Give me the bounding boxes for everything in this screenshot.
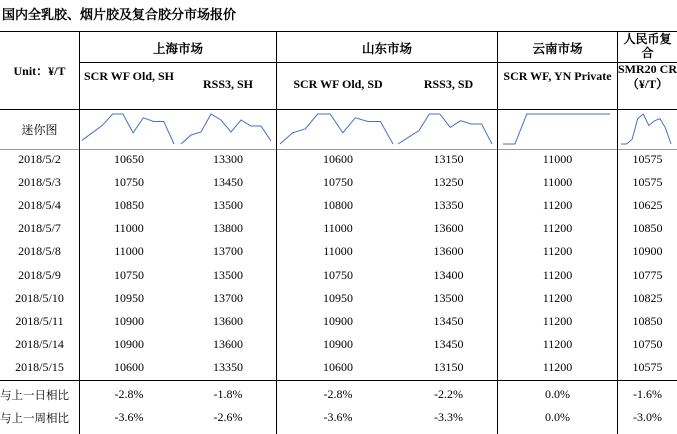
price-cell: 13250: [433, 175, 464, 190]
price-cell: 11200: [542, 244, 573, 259]
price-cell: 11000: [323, 244, 353, 259]
page-title: 国内全乳胶、烟片胶及复合胶分市场报价: [2, 8, 237, 23]
price-cell: 10650: [114, 152, 144, 166]
price-cell: 13500: [213, 198, 243, 213]
change-row-label: 与上一周相比: [0, 411, 69, 425]
price-cell: 13600: [433, 244, 464, 259]
price-cell: 11000: [114, 221, 144, 236]
price-cell: 10575: [632, 359, 663, 374]
price-cell: 10600: [323, 152, 353, 166]
price-cell: 11000: [542, 152, 573, 166]
row-date: 2018/5/3: [18, 175, 61, 190]
price-cell: 10575: [632, 175, 663, 190]
price-cell: 11200: [542, 221, 573, 236]
price-cell: 10750: [114, 175, 144, 190]
price-cell: 11200: [542, 336, 573, 351]
price-cell: 10750: [632, 336, 663, 351]
change-row-label: 与上一日相比: [0, 388, 69, 402]
price-cell: 13600: [213, 313, 243, 328]
price-table: [0, 31, 677, 434]
sparkline-row-label: 迷你图: [21, 123, 58, 137]
price-cell: 13150: [433, 359, 464, 374]
sparkline-rss3-sh: [181, 111, 273, 147]
price-cell: 10600: [323, 359, 353, 374]
price-cell: 13450: [433, 313, 464, 328]
row-date: 2018/5/10: [15, 290, 64, 305]
price-cell: 10575: [632, 152, 663, 166]
price-cell: 13150: [433, 152, 464, 166]
col-header-scr-sd: SCR WF Old, SD: [293, 77, 383, 91]
price-cell: 10900: [323, 336, 353, 351]
sparkline-scr-sd: [280, 111, 395, 147]
market-header-shandong: 山东市场: [361, 41, 412, 56]
price-cell: 11000: [114, 244, 144, 259]
price-cell: 10900: [114, 313, 144, 328]
price-cell: 13600: [213, 336, 243, 351]
price-cell: 13350: [213, 359, 243, 374]
row-date: 2018/5/7: [18, 221, 61, 236]
table-top-border: [0, 31, 677, 32]
price-cell: 13300: [213, 152, 243, 166]
price-cell: 13400: [433, 267, 464, 282]
price-cell: 11200: [542, 359, 573, 374]
price-cell: 10600: [114, 359, 144, 374]
change-cell: -3.3%: [434, 410, 463, 424]
price-cell: 11200: [542, 198, 573, 213]
change-cell: -3.0%: [633, 410, 662, 424]
price-cell: 11000: [323, 221, 353, 236]
price-cell: 10900: [114, 336, 144, 351]
sparkline-smr20: [621, 111, 673, 147]
price-cell: 13700: [213, 244, 243, 259]
price-cell: 13600: [433, 221, 464, 236]
price-cell: 13500: [433, 290, 464, 305]
price-cell: 10825: [632, 290, 663, 305]
price-cell: 13450: [433, 336, 464, 351]
price-cell: 10750: [323, 267, 353, 282]
changes-top-border: [0, 380, 677, 381]
price-cell: 10900: [323, 313, 353, 328]
price-cell: 11000: [542, 175, 573, 190]
change-cell: -1.6%: [633, 387, 662, 401]
price-cell: 10850: [114, 198, 144, 213]
price-cell: 13700: [213, 290, 243, 305]
price-cell: 13800: [213, 221, 243, 236]
price-cell: 11200: [542, 267, 573, 282]
unit-label: Unit：¥/T: [13, 64, 66, 78]
price-cell: 10775: [632, 267, 663, 282]
change-cell: -3.6%: [323, 410, 353, 424]
sparkline-scr-sh: [82, 111, 176, 147]
change-cell: -1.8%: [213, 387, 243, 401]
row-date: 2018/5/9: [18, 267, 61, 282]
price-cell: 10850: [632, 221, 663, 236]
price-cell: 10750: [114, 267, 144, 282]
change-cell: -2.2%: [434, 387, 463, 401]
change-cell: 0.0%: [545, 387, 570, 401]
price-cell: 10625: [632, 198, 663, 213]
price-cell: 10850: [632, 313, 663, 328]
col-header-scr-yn: SCR WF, YN Private: [503, 69, 612, 83]
row-date: 2018/5/4: [18, 198, 61, 213]
price-cell: 13350: [433, 198, 464, 213]
price-cell: 13500: [213, 267, 243, 282]
sparkline-scr-yn: [503, 111, 612, 147]
col-header-smr20: SMR20 CR（¥/T）: [618, 62, 677, 91]
sparkline-row-border: [0, 149, 677, 150]
change-cell: 0.0%: [545, 410, 570, 424]
price-cell: 10950: [323, 290, 353, 305]
sparkline-rss3-sd: [398, 111, 494, 147]
price-cell: 10800: [323, 198, 353, 213]
header-bottom-border: [0, 109, 677, 110]
row-date: 2018/5/15: [15, 359, 64, 374]
price-cell: 10900: [632, 244, 663, 259]
col-header-scr-sh: SCR WF Old, SH: [83, 69, 175, 83]
market-header-shanghai: 上海市场: [152, 41, 203, 56]
market-header-yunnan: 云南市场: [532, 41, 583, 56]
row-date: 2018/5/14: [15, 336, 64, 351]
change-cell: -3.6%: [114, 410, 144, 424]
change-cell: -2.8%: [114, 387, 144, 401]
row-date: 2018/5/8: [18, 244, 61, 259]
change-cell: -2.8%: [323, 387, 353, 401]
price-cell: 11200: [542, 313, 573, 328]
price-cell: 10750: [323, 175, 353, 190]
change-cell: -2.6%: [213, 410, 243, 424]
col-header-rss3-sd: RSS3, SD: [423, 77, 474, 91]
price-cell: 10950: [114, 290, 144, 305]
price-cell: 13450: [213, 175, 243, 190]
row-date: 2018/5/2: [18, 152, 61, 166]
price-cell: 11200: [542, 290, 573, 305]
header-market-separator: [79, 62, 677, 63]
row-date: 2018/5/11: [15, 313, 64, 328]
col-header-rss3-sh: RSS3, SH: [202, 77, 254, 91]
market-header-rmb-composite: 人民币复合: [623, 32, 672, 60]
